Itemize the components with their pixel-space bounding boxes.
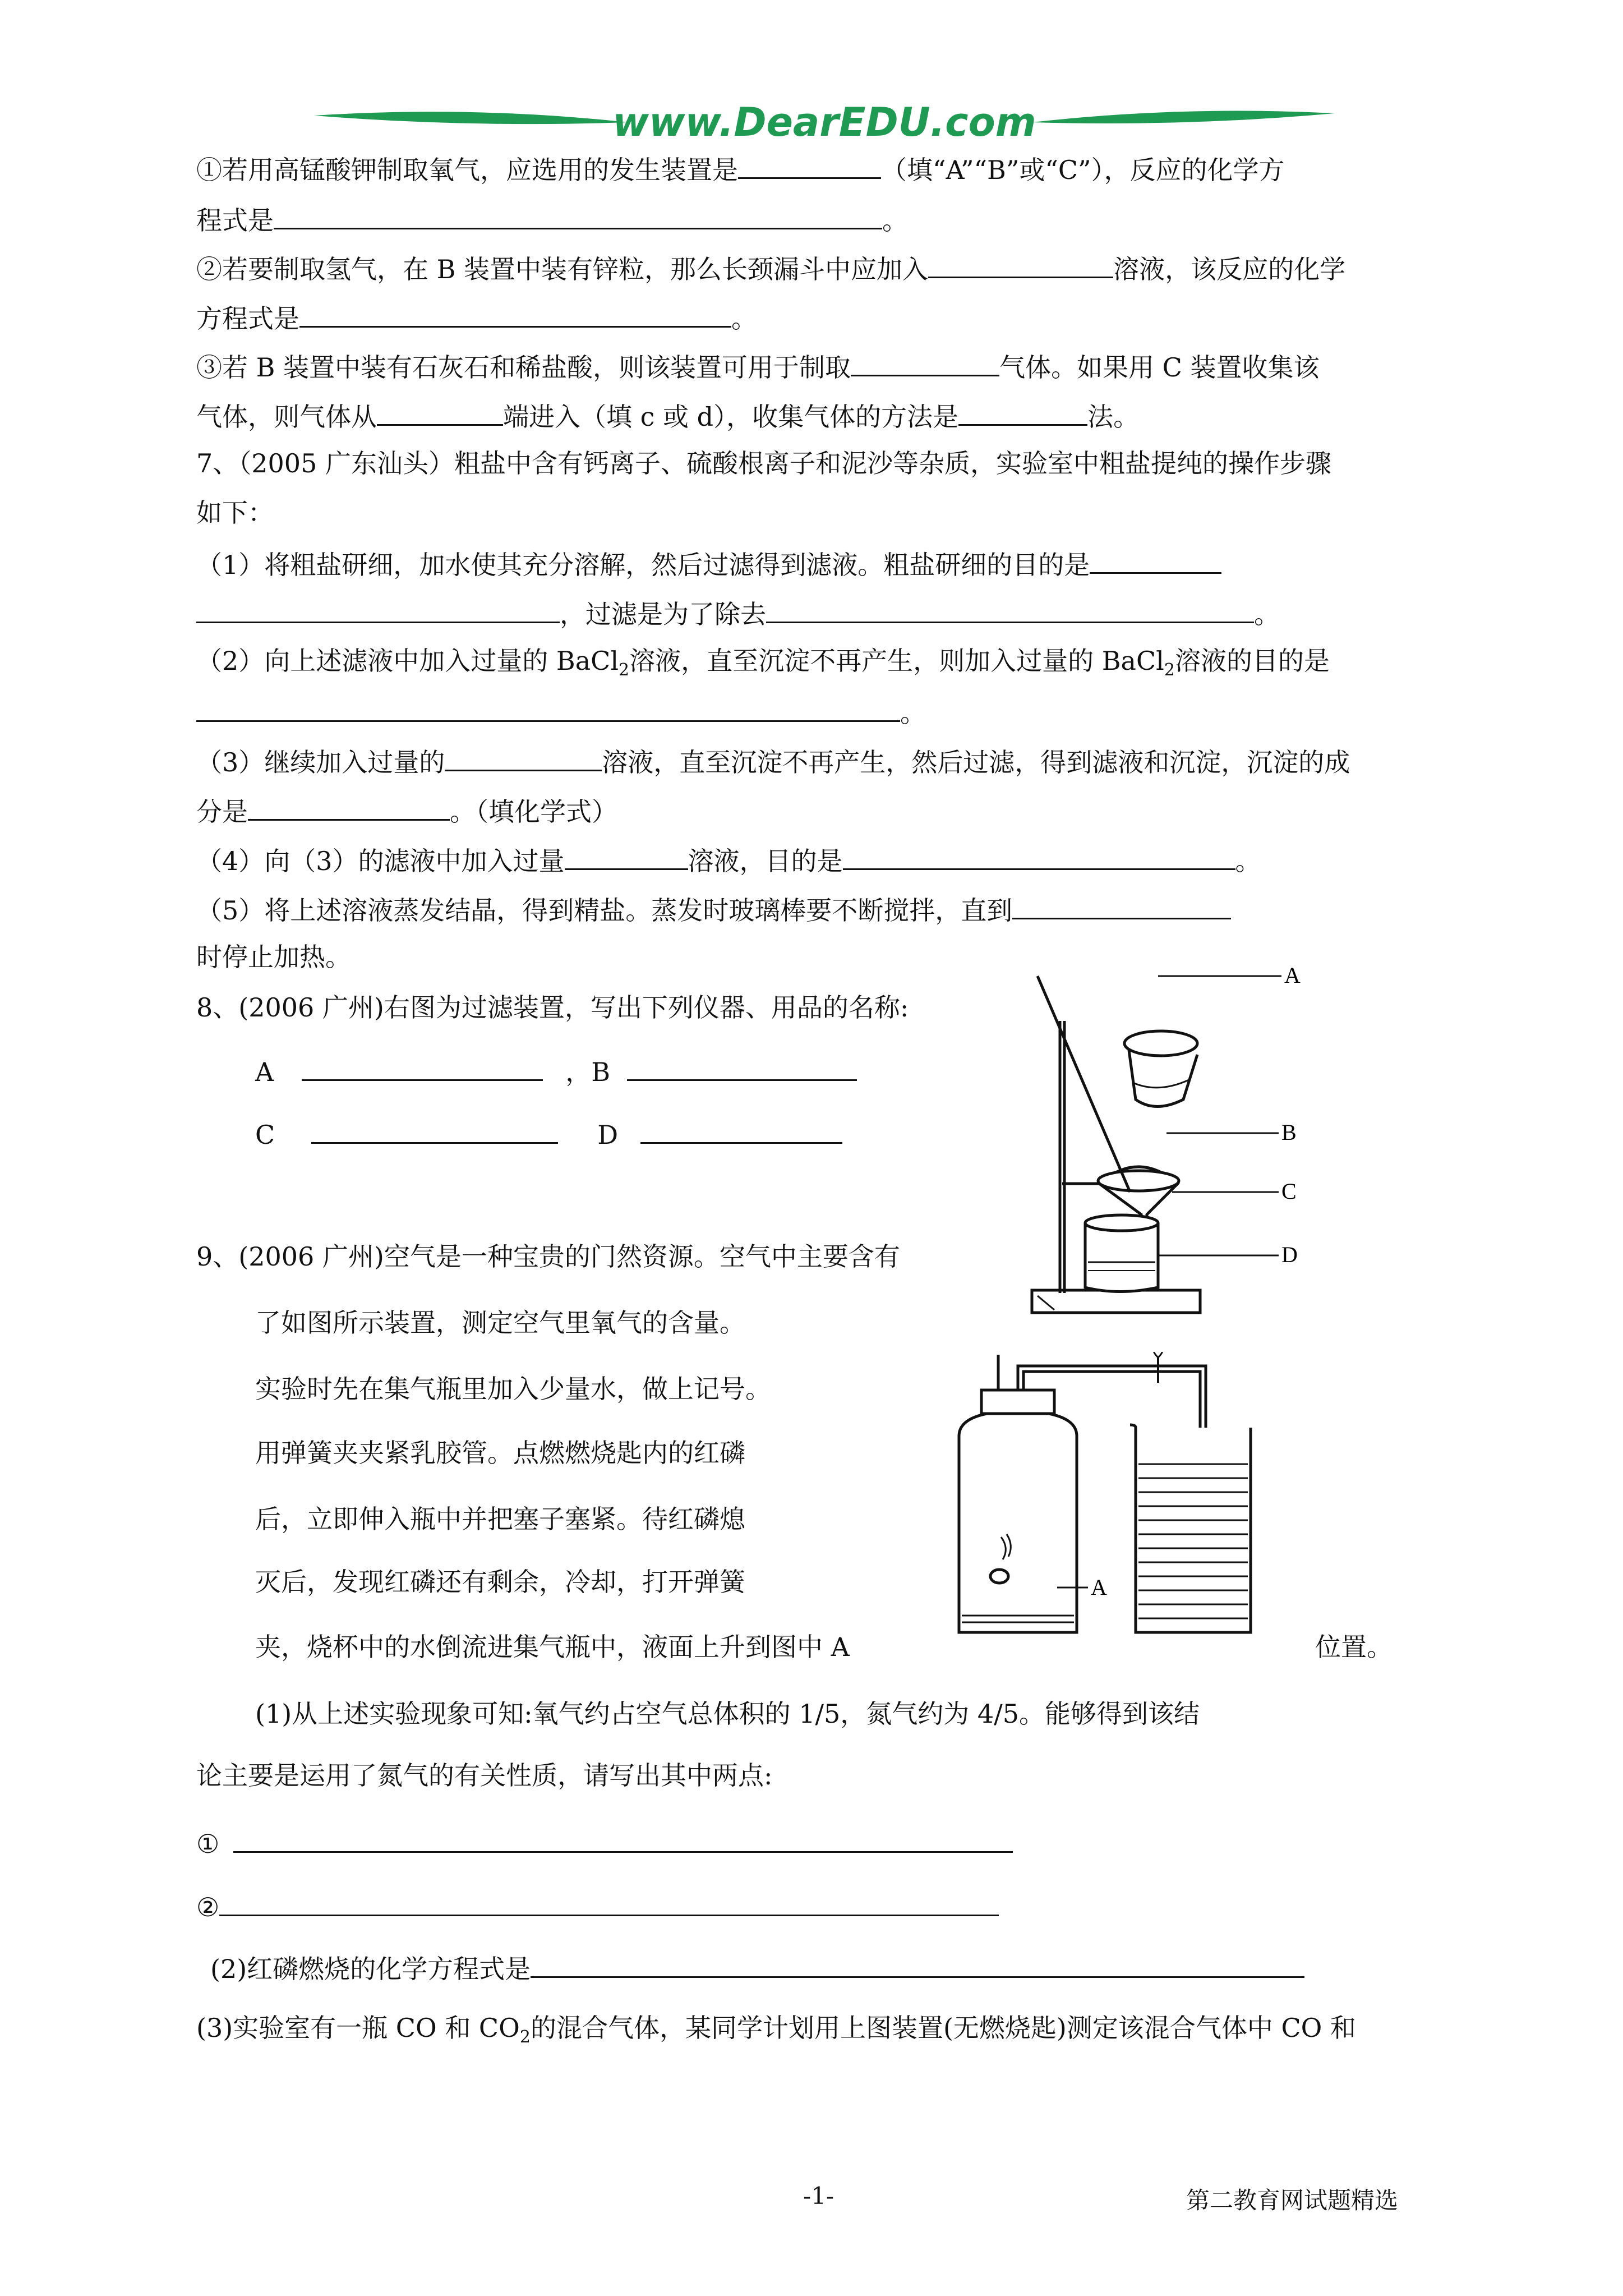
answer-blank[interactable]	[627, 1052, 857, 1081]
q7-step1	[196, 545, 1221, 582]
text: （1）将粗盐研细，加水使其充分溶解，然后过滤得到滤液。粗盐研细的目的是	[196, 550, 1090, 580]
text: 溶液，目的是	[688, 846, 843, 876]
answer-blank[interactable]	[531, 1949, 1304, 1978]
q7-stem: 7、（2005 广东汕头）粗盐中含有钙离子、硫酸根离子和泥沙等杂质，实验室中粗盐提纯的操作步骤	[196, 448, 1331, 478]
site-header	[314, 100, 1335, 145]
text: ②若要制取氢气，在 B 装置中装有锌粒，那么长颈漏斗中应加入	[196, 254, 929, 284]
text: (2)红磷燃烧的化学方程式是	[210, 1954, 531, 1984]
answer-blank[interactable]	[219, 1888, 999, 1916]
q9-line4: 后，立即伸入瓶中并把塞子塞紧。待红磷熄	[255, 1504, 745, 1534]
q7-step3	[196, 743, 1350, 779]
answer-blank[interactable]	[843, 841, 1235, 870]
q7-step5	[196, 891, 1231, 927]
page-number: -1-	[803, 2182, 834, 2210]
q7-step3-cont	[196, 792, 617, 829]
text: 。	[900, 698, 926, 728]
subscript: 2	[1164, 660, 1175, 680]
text: 。	[1235, 846, 1261, 876]
text: 的混合气体，某同学计划用上图装置(无燃烧匙)测定该混合气体中 CO 和	[530, 2013, 1356, 2043]
text: 气体。如果用 C 装置收集该	[999, 352, 1320, 383]
text: 。	[731, 303, 757, 334]
text: 程式是	[196, 205, 274, 236]
label-d: D	[597, 1120, 619, 1150]
answer-blank[interactable]	[640, 1115, 842, 1144]
answer-blank[interactable]	[928, 250, 1113, 278]
text: (3)实验室有一瓶 CO 和 CO	[196, 2013, 520, 2043]
q9-stem: 9、(2006 广州)空气是一种宝贵的门然资源。空气中主要含有	[196, 1241, 900, 1272]
text: 溶液，直至沉淀不再产生，则加入过量的 BaCl	[629, 646, 1164, 676]
circled-one: ①	[196, 1829, 220, 1859]
text: 法。	[1087, 402, 1140, 432]
q9-part3	[196, 2011, 1356, 2054]
q9-line2: 实验时先在集气瓶里加入少量水，做上记号。	[255, 1374, 771, 1404]
answer-blank[interactable]	[248, 792, 450, 821]
text: ③若 B 装置中装有石灰石和稀盐酸，则该装置可用于制取	[196, 352, 851, 383]
q7-stem-cont: 如下：	[196, 498, 274, 528]
q6-line2	[196, 201, 908, 237]
header-swoosh-left-icon	[314, 105, 628, 139]
q9-line3: 用弹簧夹夹紧乳胶管。点燃燃烧匙内的红磷	[255, 1438, 745, 1468]
figure1-label-c: C	[1281, 1179, 1297, 1204]
q9-line5: 灭后，发现红磷还有剩余，冷却，打开弹簧	[255, 1567, 745, 1597]
site-url[interactable]: www.DearEDU.com	[612, 99, 1036, 145]
q8-stem: 8、(2006 广州)右图为过滤装置，写出下列仪器、用品的名称:	[196, 992, 909, 1023]
text: （4）向（3）的滤液中加入过量	[196, 846, 565, 876]
text: （3）继续加入过量的	[196, 747, 445, 777]
text: ，过滤是为了除去	[560, 599, 766, 629]
q6-line3	[196, 250, 1345, 286]
q9-answer1	[196, 1824, 1013, 1861]
text: 分是	[196, 797, 248, 827]
answer-blank[interactable]	[565, 841, 688, 870]
q9-part1: (1)从上述实验现象可知:氧气约占空气总体积的 1/5，氮气约为 4/5。能够得到该结	[255, 1699, 1200, 1729]
q7-step4	[196, 841, 1261, 878]
header-swoosh-right-icon	[1032, 105, 1335, 139]
text: 端进入（填 c 或 d），收集气体的方法是	[503, 402, 959, 432]
text: 气体，则气体从	[196, 402, 377, 432]
text: ①若用高锰酸钾制取氧气，应选用的发生装置是	[196, 155, 738, 185]
figure1-label-d: D	[1281, 1242, 1298, 1267]
answer-blank[interactable]	[445, 743, 602, 771]
circled-two: ②	[196, 1892, 220, 1922]
q7-step2-cont	[196, 693, 926, 730]
answer-blank[interactable]	[311, 1115, 558, 1144]
q9-line6: 夹，烧杯中的水倒流进集气瓶中，液面上升到图中 A	[255, 1632, 850, 1662]
answer-blank[interactable]	[196, 693, 900, 722]
figure1-label-b: B	[1281, 1120, 1297, 1145]
answer-blank[interactable]	[299, 299, 731, 328]
label-c: C	[255, 1120, 275, 1150]
text: （填“A”“B”或“C”），反应的化学方	[881, 155, 1285, 185]
oxygen-measurement-figure	[937, 1352, 1273, 1644]
answer-blank[interactable]	[1012, 891, 1231, 919]
answer-blank[interactable]	[274, 201, 882, 229]
text: 溶液，直至沉淀不再产生，然后过滤，得到滤液和沉淀，沉淀的成	[602, 747, 1350, 777]
q8-row-ab	[255, 1052, 857, 1089]
answer-blank[interactable]	[233, 1824, 1013, 1853]
text: （5）将上述溶液蒸发结晶，得到精盐。蒸发时玻璃棒要不断搅拌，直到	[196, 895, 1013, 926]
answer-blank[interactable]	[766, 595, 1254, 623]
text: 溶液，该反应的化学	[1113, 254, 1346, 284]
answer-blank[interactable]	[377, 397, 503, 426]
text: 溶液的目的是	[1174, 646, 1330, 676]
answer-blank[interactable]	[196, 595, 560, 623]
footer-brand: 第二教育网试题精选	[1186, 2187, 1399, 2214]
text: 。（填化学式）	[450, 797, 617, 827]
text: 。	[1254, 599, 1280, 629]
figure1-label-a: A	[1284, 965, 1301, 988]
q7-step2	[196, 644, 1330, 687]
q9-part1-cont: 论主要是运用了氮气的有关性质，请写出其中两点:	[196, 1760, 773, 1791]
q9-line1: 了如图所示装置，测定空气里氧气的含量。	[255, 1308, 745, 1338]
text: （2）向上述滤液中加入过量的 BaCl	[196, 646, 619, 676]
q9-line6-end: 位置。	[1315, 1632, 1393, 1662]
answer-blank[interactable]	[851, 348, 999, 376]
q6-line1	[196, 150, 1285, 187]
q6-line5	[196, 348, 1320, 384]
q8-row-cd	[255, 1115, 842, 1152]
label-b: ，B	[565, 1057, 611, 1087]
answer-blank[interactable]	[1090, 545, 1221, 574]
q7-step5-cont: 时停止加热。	[196, 942, 351, 972]
subscript: 2	[519, 2027, 531, 2047]
q9-answer2	[196, 1888, 999, 1924]
text: 方程式是	[196, 303, 299, 334]
subscript: 2	[619, 660, 630, 680]
text: 。	[882, 205, 908, 236]
answer-blank[interactable]	[738, 150, 881, 179]
figure2-label-a: A	[1091, 1575, 1107, 1600]
q9-part2	[210, 1949, 1304, 1986]
answer-blank[interactable]	[302, 1052, 543, 1081]
q6-line6	[196, 397, 1139, 434]
label-a: A	[255, 1057, 274, 1087]
filtration-apparatus-figure	[1021, 965, 1301, 1335]
q6-line4	[196, 299, 757, 335]
q7-step1-cont	[196, 595, 1280, 631]
answer-blank[interactable]	[958, 397, 1087, 426]
